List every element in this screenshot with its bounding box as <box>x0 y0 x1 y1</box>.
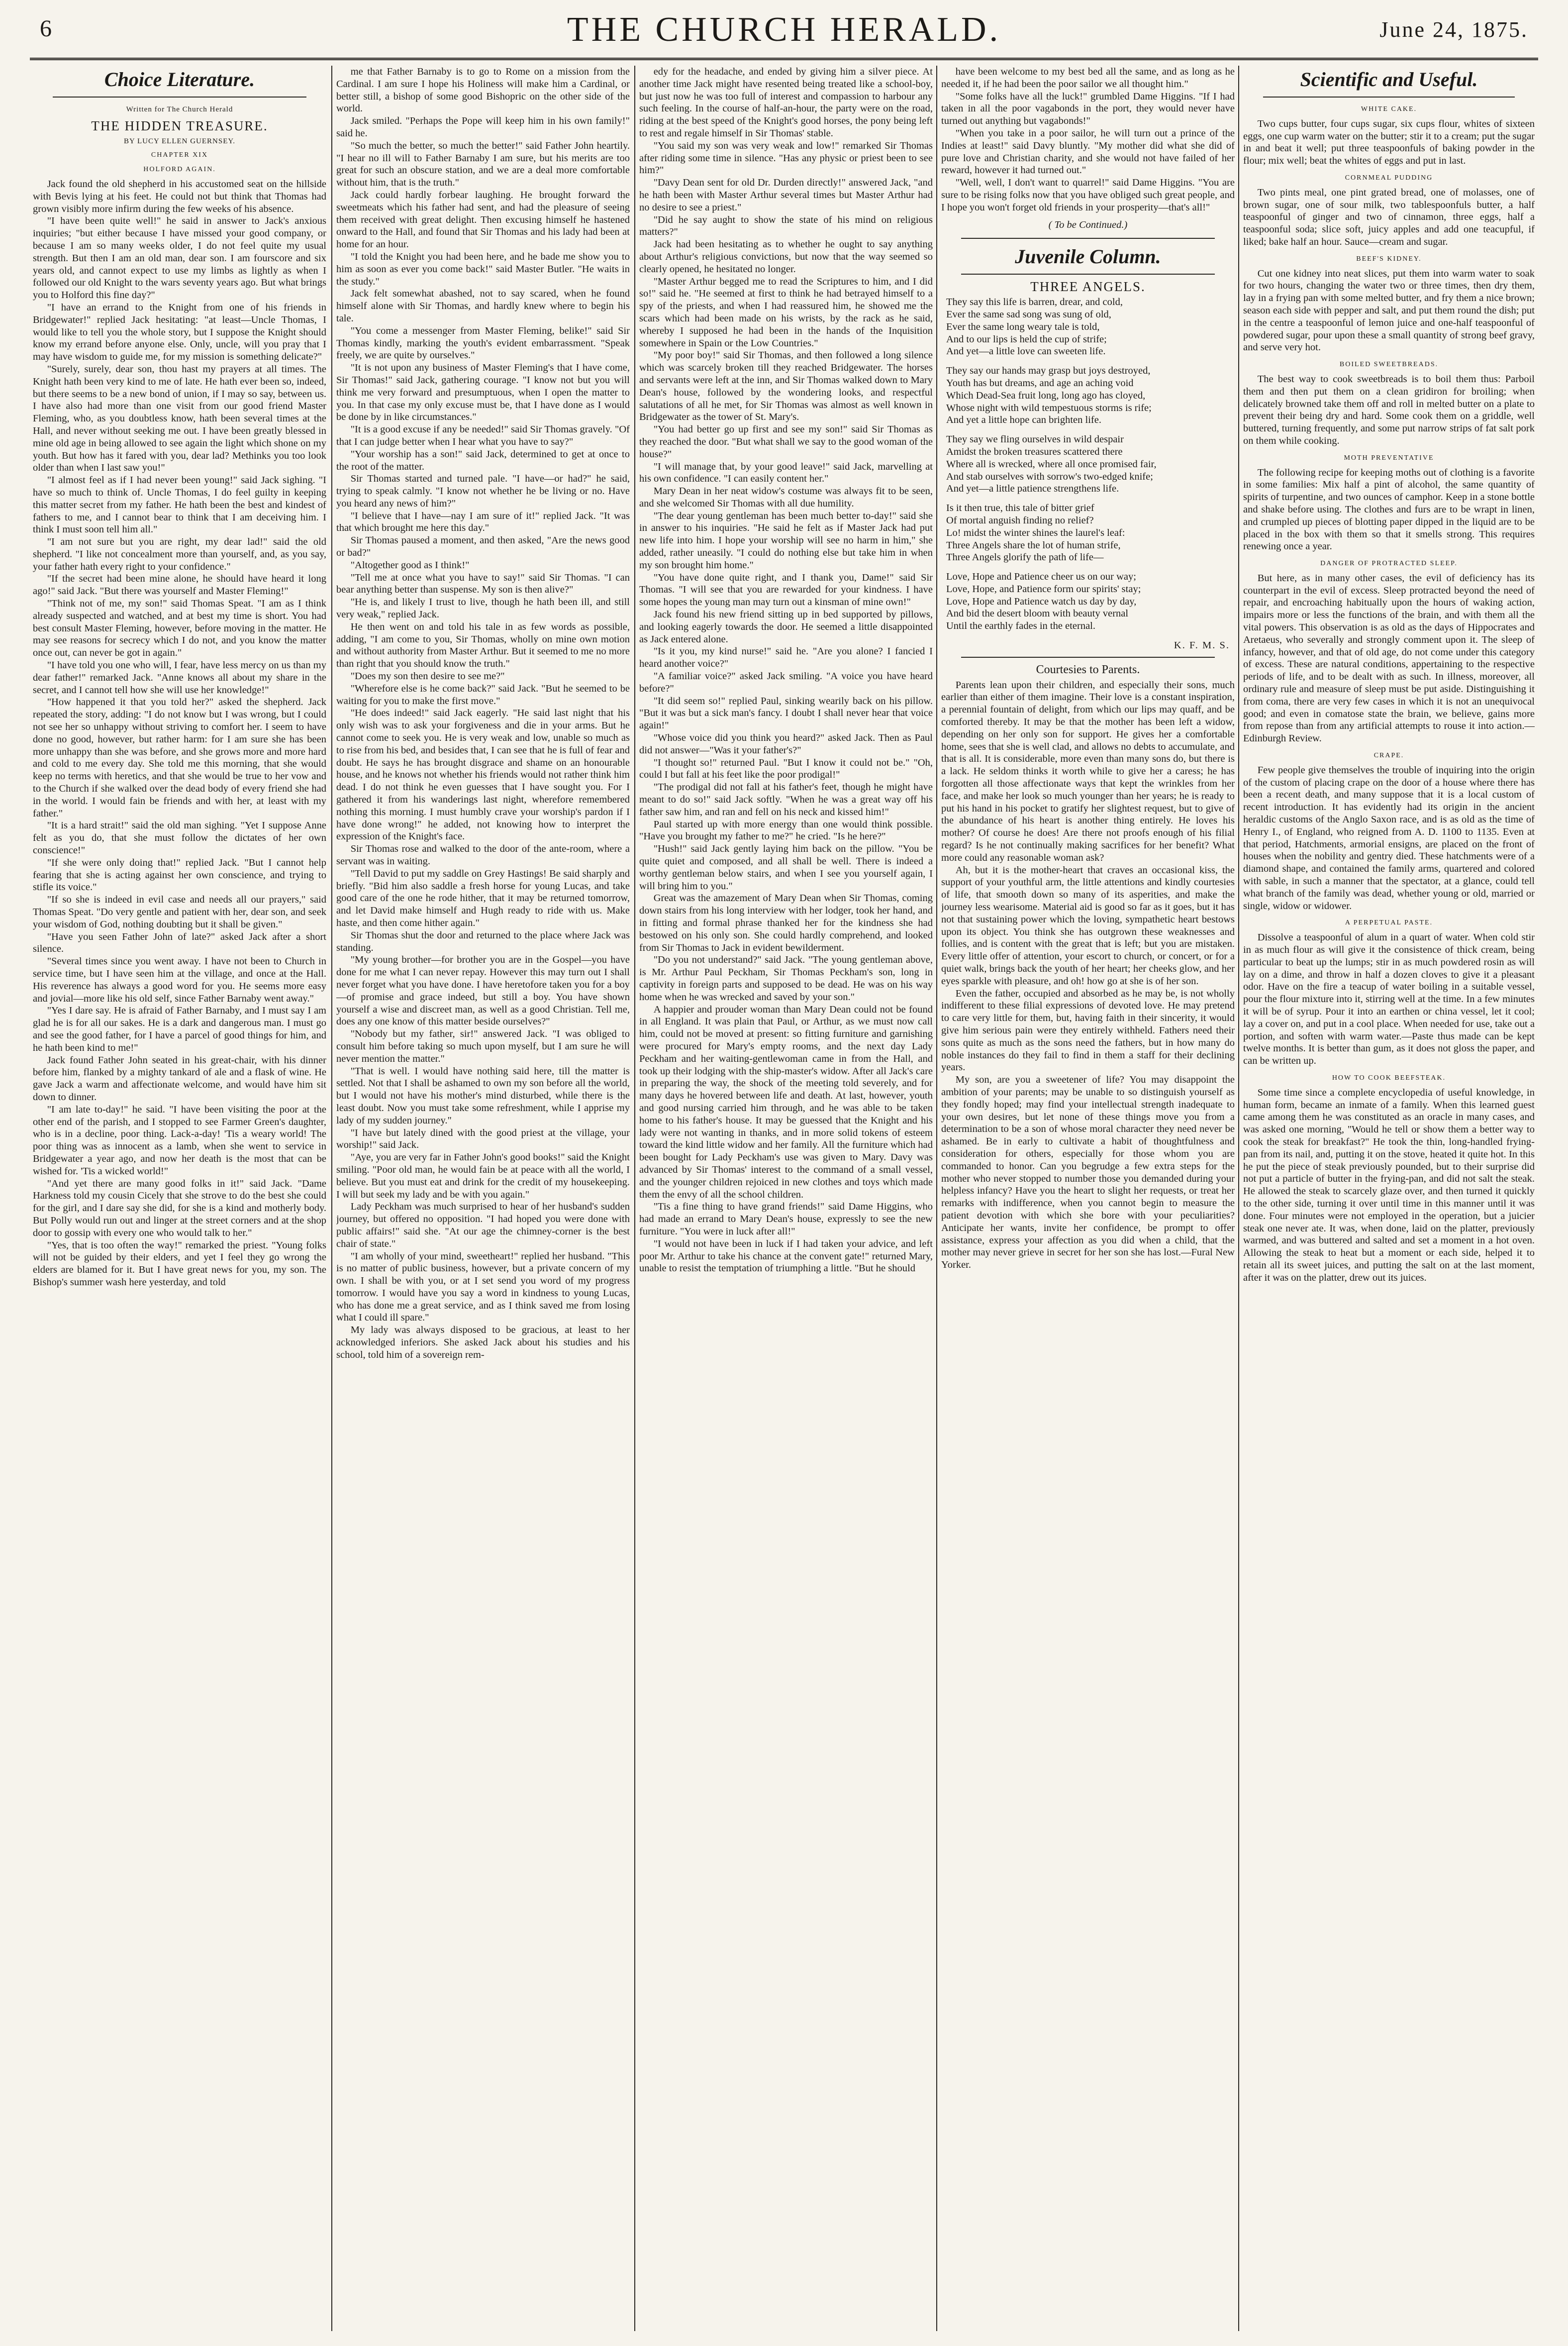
paragraph: Jack could hardly forbear laughing. He brought forward the sweetmeats which his father had sent, and had the pleasure of seeing them received with great delight. Then excusing himself he hastened onward to the Hall, and found that Sir Thomas and his lady had been at home for an hour. <box>336 189 630 250</box>
paragraph: "You said my son was very weak and low!" remarked Sir Thomas after riding some time in silence. "Has any physic or priest been to see him?" <box>639 140 933 176</box>
paragraph: "It is a good excuse if any be needed!" said Sir Thomas gravely. "Of that I can judge better when I hear what you have to say?" <box>336 424 630 447</box>
poem-line: Love, Hope and Patience watch us day by day, <box>946 596 1137 607</box>
poem-line: Where all is wrecked, where all once promised fair, <box>946 458 1157 470</box>
poem <box>946 296 1230 632</box>
byline: BY LUCY ELLEN GUERNSEY. <box>123 137 236 145</box>
poem-line: Youth has but dreams, and age an aching void <box>946 377 1134 389</box>
recipe-text: Cut one kidney into neat slices, put them into warm water to soak for two hours, changing the water two or three times, then dry them, lay in a frying pan with some melted butter, and fry them a nice brown; season each side with pepper and salt, and put them round the dish; put in the centre a teaspoonful of lemon juice and one-half teaspoonful of powdered sugar, pour upon these a small quantity of strong beef gravy, and serve very hot. <box>1243 268 1535 353</box>
poem-line: Ever the same long weary tale is told, <box>946 321 1100 332</box>
poem-line: Is it then true, this tale of bitter grief <box>946 503 1094 514</box>
paragraph: Parents lean upon their children, and especially their sons, much earlier than either of them imagine. Their love is a constant inspiration, a perennial fountain of delight, from which our lips may quaff, and be comforted thereby. It may be that the mother has been left a widow, depending on her only son for support. He gives her a comfortable home, sees that she is well clad, and allows no debts to accumulate, and that is all. It is considerable, more even than many sons do, but there is a lack. He seldom thinks it worth while to give her a caress; he has forgotten all those affectionate ways that kept the wrinkles from her face, and make her look so much younger than her years; he is ready to put his hand in his pocket to gratify her slightest request, but to give of the abundance of his heart is another thing entirely. He loves his mother? Of course he does! Are there not proofs enough of his filial regard? Is he not continually making sacrifices for her benefit? What more could any reasonable woman ask? <box>941 679 1235 863</box>
recipe-text: Few people give themselves the trouble of inquiring into the origin of the custom of placing crape on the door of a house where there has been a recent death, and many suppose that it is a local custom of recent introduction. It has evidently had its origin in the ancient heraldic customs of the Anglo Saxon race, and is as old as the time of Henry I., of England, who reigned from A. D. 1100 to 1135. Even at that period, Hatchments, armorial ensigns, are placed on the front of houses when the nobility and gentry died. These hatchments were of a diamond shape, and contained the family arms, quartered and colored with sable, in such a manner that the spectator, at a glance, could tell what branch of the family was dead, whether young or old, married or single, widow or widower. <box>1243 764 1535 912</box>
story-title: THE HIDDEN TREASURE. <box>91 118 268 133</box>
recipe-title: A PERPETUAL PASTE. <box>1345 919 1433 927</box>
paragraph: "The prodigal did not fall at his father's feet, though he might have meant to do so!" said Jack softly. "When he was a great way off his father saw him, and ran and fell on his neck and kissed him!" <box>639 782 933 817</box>
paragraph: Even the father, occupied and absorbed as he may be, is not wholly indifferent to these filial expressions of devoted love. He may pretend to care very little for them, but, having faith in their sincerity, it would give him serious pain were they entirely withheld. Fathers need their sons quite as much as the sons need the fathers, but in how many do noble instances do they fail to find in them a staff for their declining years. <box>941 988 1235 1073</box>
written-for-line: Written for The Church Herald <box>126 105 233 113</box>
paragraph: "Tell David to put my saddle on Grey Hastings! Be said sharply and briefly. "Bid him also saddle a fresh horse for young Lucas, and take good care of the one he rode hither, that it may be returned tomorrow, and let David make himself and Hugh ready to ride with us. Make haste, and then come hither again." <box>336 868 630 928</box>
recipe-text: But here, as in many other cases, the evil of deficiency has its counterpart in the evil of excess. Sleep protracted beyond the need of repair, and encroaching habitually upon the hours of waking action, impairs more or less the functions of the brain, and with them all the vital powers. This observation is as old as the days of Hippocrates and Aretaeus, who severally and strongly comment upon it. The sleep of infancy, however, and that of old age, do not come under this category of excess. These are natural conditions, appertaining to the respective periods of life, and to be dealt with as such. In illness, moreover, all ordinary rule and measure of sleep must be put aside. Distinguishing it from coma, there are very few cases in which it is not an unequivocal good; and even in comatose state the brain, we believe, gains more from repose than from any artificial attempts to rouse it into action.—Edinburgh Review. <box>1243 572 1535 744</box>
paragraph: "Yes I dare say. He is afraid of Father Barnaby, and I must say I am glad he is for all our sakes. He is a dark and dangerous man. I must go and see the good father, for I have a parcel of good things for him, and he hath been kind to me!" <box>33 1005 326 1053</box>
paragraph: "If she were only doing that!" replied Jack. "But I cannot help fearing that she is acting against her own conscience, and trying to stifle its voice." <box>33 857 326 893</box>
paragraph: "Nobody but my father, sir!" answered Jack. "I was obliged to consult him before taking so much upon myself, but I am sure he will never mention the matter." <box>336 1028 630 1064</box>
paragraph: My lady was always disposed to be gracious, at least to her acknowledged inferiors. She asked Jack about his studies and his school, told him of a sovereign rem- <box>336 1325 630 1360</box>
paragraph: Sir Thomas rose and walked to the door of the ante-room, where a servant was in waiting. <box>336 843 630 867</box>
article-title: Courtesies to Parents. <box>1036 663 1140 676</box>
paragraph: A happier and prouder woman than Mary Dean could not be found in all England. It was plain that Paul, or Arthur, as we must now call him, could not be moved at present: so fitting furniture and garnishing were procured for Mary's empty rooms, and the next day Lady Peckham and her waiting-gentlewoman came in from the Hall, and took up their lodging with the ship-master's widow. After all Jack's care in preparing the way, the shock of the meeting told severely, and for many days he hovered between life and death. At last, however, youth and good nursing carried him through, and he was able to be taken home to his father's house. It may be guessed that the Knight and his lady were not wanting in thanks, and in more solid tokens of esteem toward the kind little widow and her family. All the furniture which had been bought for Lady Peckham's use was given to Mary. Davy was advanced by Sir Thomas' interest to the command of a small vessel, and the younger children rejoiced in new clothes and toys which made them the envy of all the school children. <box>639 1004 933 1200</box>
paragraph: "If so she is indeed in evil case and needs all our prayers," said Thomas Speat. "Do very gentle and patient with her, dear son, and seek your wisdom of God, nothing doubting but it shall be given." <box>33 894 326 930</box>
paragraph: Paul started up with more energy than one would think possible. "Have you brought my father to me?" he cried. "Is he here?" <box>639 818 933 842</box>
poem-line: Three Angels share the lot of human strife, <box>946 539 1121 551</box>
paragraph: "I have been quite well!" he said in answer to Jack's anxious inquiries; "but either because I have missed your good company, or because I am so many weeks older, I do not feel quite my usual strength. But then I am an old man, dear son. I am fourscore and six years old, and cannot expect to use my limbs as lightly as when I followed our old Knight to the wars seventy years ago. But what brings you to Holford this fine day?" <box>33 215 326 301</box>
paragraph: "It is a hard strait!" said the old man sighing. "Yet I suppose Anne felt as you do, that she must follow the dictates of her own conscience!" <box>33 820 326 856</box>
recipe-title: HOW TO COOK BEEFSTEAK. <box>1332 1074 1446 1082</box>
paragraph: "I am late to-day!" he said. "I have been visiting the poor at the other end of the parish, and I stopped to see Farmer Green's daughter, who is in a decline, poor thing. Lack-a-day! 'Tis a weary world! The poor thing was as innocent as a lamb, when she went to service in Bridgewater a year ago, and now her death is the most that can be wished for. 'Tis a wicked world!" <box>33 1104 326 1177</box>
poem-line: Until the earthly fades in the eternal. <box>946 620 1095 632</box>
recipe-title: DANGER OF PROTRACTED SLEEP. <box>1320 560 1458 568</box>
recipe-text: Two pints meal, one pint grated bread, one of molasses, one of brown sugar, one of sour milk, two tablespoonfuls butter, a half teaspoonful of ginger and two of cinnamon, three eggs, half a teaspoonful soda; slice soft, juicy apples and add one teacupful, if liked; bake half an hour. Sauce—cream and sugar. <box>1243 187 1535 247</box>
paragraph: Lady Peckham was much surprised to hear of her husband's sudden journey, but offered no opposition. "I had hoped you were done with public affairs!" said she. "At our age the chimney-corner is the best chair of state." <box>336 1201 630 1249</box>
divider <box>961 238 1215 239</box>
recipe-title: CRAPE. <box>1373 752 1404 760</box>
issue-date: June 24, 1875. <box>1379 17 1528 42</box>
paragraph: Jack smiled. "Perhaps the Pope will keep him in his own family!" said he. <box>336 115 630 139</box>
section-heading: Choice Literature. <box>104 68 255 91</box>
paragraph: "So much the better, so much the better!" said Father John heartily. "I hear no ill will to Father Barnaby I am sure, but his merits are too great for such an obscure station, and we are a deal more comfortable without him, that is the truth." <box>336 140 630 189</box>
poem-stanza <box>946 365 1230 426</box>
paragraph: "It did seem so!" replied Paul, sinking wearily back on his pillow. "But it was but a sick man's fancy. I doubt I shall never hear that voice again!" <box>639 695 933 731</box>
poem-line: Ever the same sad song was sung of old, <box>946 308 1111 320</box>
chapter-title: HOLFORD AGAIN. <box>143 166 216 174</box>
poem-line: Amidst the broken treasures scattered there <box>946 446 1123 457</box>
poem-line: Lo! midst the winter shines the laurel's leaf: <box>946 527 1125 538</box>
to-be-continued: ( To be Continued.) <box>1048 219 1128 230</box>
paragraph: He then went on and told his tale in as few words as possible, adding, "I am come to you, Sir Thomas, wholly on mine own motion and without authority from Master Arthur. But it seemed to me no more than right that you should know the truth." <box>336 621 630 670</box>
poem-line: Love, Hope and Patience cheer us on our way; <box>946 571 1136 583</box>
recipe-text: Some time since a complete encyclopedia of useful knowledge, in human form, became an inmate of a family. When this learned guest came among them he was constituted as an oracle in many cases, and was asked one morning, "Would he tell or show them a better way to cook the steak for breakfast?" He took the thin, long-handled frying-pan from its nail, and, putting it on the stove, heated it quite hot. In this he put the piece of steak previously pounded, but to their surprise did not put a particle of butter in the frying-pan, and did not salt the steak. He allowed the steak to scarcely glaze over, and then turned it quickly to the other side, turning it over until time in this manner until it was done. Four minutes were not employed in the operation, but a juicier steak one never ate. It was, when done, laid on the platter, previously warmed, and was buttered and salted and set a moment in a hot oven. Allowing the steak to heat but a moment or each side, helped it to retain all its sweet juices, and putting the salt on at the last moment, after it was on the platter, drew out its juices. <box>1243 1087 1535 1283</box>
poem-line: Whose night with wild tempestuous storms is rife; <box>946 402 1152 413</box>
column-4 <box>941 66 1235 2336</box>
paragraph: "I have an errand to the Knight from one of his friends in Bridgewater!" replied Jack hesitating: "at least—Uncle Thomas, I would like to tell you the whole story, but I suppose the Knight should know my errand before anyone else. Only, uncle, will you pray that I may have wisdom to guide me, for my mission is something delicate?" <box>33 302 326 363</box>
paragraph: "Do you not understand?" said Jack. "The young gentleman above, is Mr. Arthur Paul Peckham, Sir Thomas Peckham's son, long in captivity in foreign parts and supposed to be dead. He was on his way home when he was wrecked and saved by your son." <box>639 954 933 1003</box>
paragraph: "Master Arthur begged me to read the Scriptures to him, and I did so!" said he. "He seemed at first to think he had betrayed himself to a spy of the priests, and when I had reassured him, he showed me the scars which had been made on his wrists, by the rack as he said, whereby I supposed he had been in the hands of the Inquisition somewhere in Spain or the Low Countries." <box>639 276 933 349</box>
paragraph: "Did he say aught to show the state of his mind on religious matters?" <box>639 214 933 238</box>
poem-line: And yet a little hope can brighten life. <box>946 414 1101 426</box>
paragraph: "Your worship has a son!" said Jack, determined to get at once to the root of the matter. <box>336 448 630 472</box>
column-rule <box>634 66 635 2331</box>
paragraph: Great was the amazement of Mary Dean when Sir Thomas, coming down stairs from his long interview with her lodger, took her hand, and in fitting and formal phrase thanked her for the kindness she had bestowed on his only son. She could hardly comprehend, and looked from Sir Thomas to Jack in evident bewilderment. <box>639 893 933 953</box>
paragraph: "My poor boy!" said Sir Thomas, and then followed a long silence which was scarcely broken till they reached Bridgewater. The horses and servants were left at the inn, and Sir Thomas walked down to Mary Dean's house, followed by the wondering looks, and respectful salutations of all he met, for Sir Thomas was almost as well known in Bridgewater as the tower of St. Mary's. <box>639 350 933 423</box>
poem-stanza <box>946 571 1230 632</box>
masthead <box>30 6 1538 60</box>
recipe-text: The best way to cook sweetbreads is to boil them thus: Parboil them and then put them on a clean gridiron for broiling; when delicately browned take them off and roll in melted butter on a plate to prevent their being dry and hard. Some cook them on a griddle, well buttered, turning frequently, and some put narrow strips of fat salt pork on them while cooking. <box>1243 373 1535 446</box>
poem-stanza <box>946 433 1230 495</box>
divider <box>961 657 1215 658</box>
column-2 <box>336 66 630 2336</box>
column-rule <box>331 66 332 2331</box>
recipe-title: WHITE CAKE. <box>1361 105 1417 113</box>
poem-line: They say this life is barren, drear, and cold, <box>946 297 1123 308</box>
section-heading: Scientific and Useful. <box>1300 68 1478 91</box>
column-5 <box>1243 66 1535 2336</box>
paragraph: "I told the Knight you had been here, and he bade me show you to him as soon as ever you come back!" said Master Butler. "He waits in the study." <box>336 251 630 287</box>
paragraph: "Surely, surely, dear son, thou hast my prayers at all times. The Knight hath been very kind to me of late. He hath ever been so, indeed, but there seems to be a new bond of union, if I may so say, between us. I have also had more than one visit from our good friend Master Fleming, who, as you doubtless know, hath been several times at the Hall, and never without seeking me out. I have been greatly blessed in mine old age in being allowed to see again the light which shone on my youth. But how has it fared with you, dear lad? Methinks you too look older than when I last saw you!" <box>33 363 326 474</box>
divider <box>1263 97 1515 98</box>
paragraph: "I am not sure but you are right, my dear lad!" said the old shepherd. "I like not concealment more than yourself, and, as you say, your father hath every right to your confidence." <box>33 536 326 572</box>
paragraph: Jack found the old shepherd in his accustomed seat on the hillside with Bevis lying at his feet. He could not but think that Thomas had grown visibly more infirm during the few weeks of his absence. <box>33 178 326 214</box>
column-rule <box>1238 66 1239 2331</box>
paragraph: "Tis a fine thing to have grand friends!" said Dame Higgins, who had made an errand to Mary Dean's house, expressly to see the new furniture. "You were in luck after all!" <box>639 1201 933 1237</box>
recipe-text: Two cups butter, four cups sugar, six cups flour, whites of sixteen eggs, one cup warm water on the butter; stir it to a cream; put the sugar in and beat it well; put three teaspoonfuls of baking powder in the flour; mix well; beat the whites of eggs and put in last. <box>1243 118 1535 167</box>
paragraph: Mary Dean in her neat widow's costume was always fit to be seen, and she welcomed Sir Thomas with all due humility. <box>639 486 933 509</box>
recipe-title: BOILED SWEETBREADS. <box>1339 361 1439 369</box>
poem-line: Which Dead-Sea fruit long, long ago has cloyed, <box>946 390 1146 401</box>
poem-title: THREE ANGELS. <box>1030 279 1146 295</box>
paragraph: "If the secret had been mine alone, he should have heard it long ago!" said Jack. "But there was yourself and Master Fleming!" <box>33 573 326 597</box>
paragraph: "I almost feel as if I had never been young!" said Jack sighing. "I have so much to think of. Uncle Thomas, I do feel guilty in keeping this matter secret from my father. He hath been the best and kindest of fathers to me, and I cannot bear to think that I am deceiving him. I think I must soon tell him all." <box>33 475 326 535</box>
paragraph: "Yes, that is too often the way!" remarked the priest. "Young folks will not be guided by their elders, and yet I feel they go wrong the elders are blamed for it. But I have great news for you, my son. The Bishop's summer wash here yesterday, and told <box>33 1239 326 1288</box>
paragraph: Sir Thomas paused a moment, and then asked, "Are the news good or bad?" <box>336 535 630 559</box>
paragraph: "And yet there are many good folks in it!" said Jack. "Dame Harkness told my cousin Cicely that she strove to do the best she could for the girl, and I dare say she did, for she is a kind and motherly body. But Polly would run out and linger at the street corners and at the shop door to gossip with every one who would talk to her." <box>33 1178 326 1238</box>
paragraph: "Aye, you are very far in Father John's good books!" said the Knight smiling. "Poor old man, he would fain be at peace with all the world, I believe. But you must eat and drink for the credit of my housekeeping. I will but seek my lady and be with you again." <box>336 1152 630 1200</box>
recipe-title: BEEF'S KIDNEY. <box>1356 255 1422 263</box>
poem-line: And yet—a little love can sweeten life. <box>946 346 1106 357</box>
paragraph: "How happened it that you told her?" asked the shepherd. Jack repeated the story, adding: "I do not know but I was wrong, but I could not see her so unhappy without striving to comfort her. I seem to have done no good, however, but rather harm: for I am sure she has been more unhappy than she was before, and she grows more and more hard and cold to me every day. She told me this morning, that she would keep no terms with heretics, and that she would be true to her vow and to the Church if she walked over the dead body of every friend she had in the world. I would fain be friends and with her, at least with my father." <box>33 697 326 819</box>
paragraph: "He does indeed!" said Jack eagerly. "He said last night that his only wish was to ask your forgiveness and die in your arms. But he cannot come to seek you. He is very weak and low, unable so much as to rise from his bed, and besides that, I can see that he is full of fear and doubt. He says he has brought disgrace and shame on an honourable house, and he knows not whether his friends would not rather think him dead. I do not think he even guesses that I have sought you. For I gathered it from his wanderings last night, wherefore remembered nothing this morning. I must humbly crave your worship's pardon if I have done wrong!" he added, not knowing how to interpret the expression of the Knight's face. <box>336 708 630 842</box>
paragraph: "I would not have been in luck if I had taken your advice, and left poor Mr. Arthur to take his chance at the convent gate!" returned Mary, unable to resist the temptation of triumphing a little. "But he should <box>639 1238 933 1274</box>
poem-line: Three Angels glorify the path of life— <box>946 552 1104 563</box>
divider <box>961 274 1215 275</box>
paragraph: "A familiar voice?" asked Jack smiling. "A voice you have heard before?" <box>639 671 933 694</box>
paragraph: Sir Thomas shut the door and returned to the place where Jack was standing. <box>336 929 630 953</box>
column-3 <box>639 66 933 2336</box>
section-heading: Juvenile Column. <box>1015 245 1161 268</box>
paragraph: "He is, and likely I trust to live, though he hath been ill, and still very weak," replied Jack. <box>336 597 630 620</box>
poem-line: Of mortal anguish finding no relief? <box>946 514 1094 526</box>
paragraph: "Is it you, my kind nurse!" said he. "Are you alone? I fancied I heard another voice?" <box>639 646 933 670</box>
poem-line: And yet—a little patience strengthens life. <box>946 483 1119 495</box>
paragraph: "I thought so!" returned Paul. "But I know it could not be." "Oh, could I but fall at his feet like the poor prodigal!" <box>639 757 933 781</box>
paragraph: "Altogether good as I think!" <box>350 559 470 571</box>
poem-line: And to our lips is held the cup of strife; <box>946 333 1107 345</box>
poem-line: And bid the desert bloom with beauty vernal <box>946 608 1129 619</box>
paragraph: Jack found his new friend sitting up in bed supported by pillows, and looking eagerly towards the door. He seemed a little disappointed as Jack entered alone. <box>639 609 933 645</box>
poem-line: They say we fling ourselves in wild despair <box>946 434 1124 445</box>
poem-line: And stab ourselves with sorrow's two-edged knife; <box>946 471 1153 482</box>
recipe-title: MOTH PREVENTATIVE <box>1344 454 1434 462</box>
chapter-number: CHAPTER XIX <box>151 151 208 159</box>
paragraph: "Think not of me, my son!" said Thomas Speat. "I am as I think already suspected and watched, and at best my time is short. You had best consult Master Fleming, however, before moving in the matter. He may see reasons for secrecy which I do not, and you know the matter once out, can never be got in again." <box>33 598 326 659</box>
paragraph: "My young brother—for brother you are in the Gospel—you have done for me what I can never repay. However this may turn out I shall never forget what you have done. I have heretofore taken you for a boy—of promise and grace indeed, but still a boy. You have shown yourself a wise and discreet man, as well as a good Christian. Tell me, does any one know of this matter beside ourselves?" <box>336 954 630 1027</box>
column-rule <box>936 66 937 2331</box>
paragraph: "Does my son then desire to see me?" <box>350 671 505 682</box>
column-1 <box>33 66 326 2336</box>
poem-signature: K. F. M. S. <box>1174 640 1230 651</box>
paragraph: "Hush!" said Jack gently laying him back on the pillow. "You be quite quiet and composed, and all shall be well. There is indeed a worthy gentleman below stairs, and when I see you yourself again, I will bring him to you." <box>639 843 933 892</box>
paragraph: "Davy Dean sent for old Dr. Durden directly!" answered Jack, "and he hath been with Master Arthur several times but Master Arthur had no desire to see a priest." <box>639 177 933 213</box>
poem-line: Love, Hope, and Patience form our spirits' stay; <box>946 583 1141 595</box>
paragraph: "Some folks have all the luck!" grumbled Dame Higgins. "If I had taken in all the poor vagabonds in the port, they would never have turned out anything but vagabonds!" <box>941 91 1235 127</box>
divider <box>53 97 306 98</box>
paragraph: Ah, but it is the mother-heart that craves an occasional kiss, the support of your youthful arm, the little attentions and kindly courtesies of life, that smooth down so many of its asperities, and make the journey less wearisome. Material aid is good so far as it goes, but it has not that sustaining power which the loving, sympathetic heart bestows upon its object. You think she has outgrown these weaknesses and follies, and is content with the great that is left; but you are mistaken. Every little offer of attention, your escort to church, or concert, or for a quiet walk, brings back the youth of her heart; her cheeks glow, and her eyes sparkle with pleasure, and oh! how go at she is of her son. <box>941 864 1235 987</box>
paragraph: "That is well. I would have nothing said here, till the matter is settled. Not that I shall be ashamed to own my son before all the world, but I would not have his mother's mind disturbed, while there is the least doubt. Now you must take some refreshment, while I apprise my lady of my sudden journey." <box>336 1065 630 1126</box>
paragraph: "Wherefore else is he come back?" said Jack. "But he seemed to be waiting for you to make the first move." <box>336 683 630 707</box>
paragraph: "I will manage that, by your good leave!" said Jack, marvelling at his own confidence. "I can easily content her." <box>639 461 933 485</box>
paragraph: "Several times since you went away. I have not been to Church in service time, but I have seen him at the village, and once at the Hall. His reverence has always a good word for you. He seems more easy and jovial—more like his old self, since Father Barnaby went away." <box>33 956 326 1004</box>
paragraph: me that Father Barnaby is to go to Rome on a mission from the Cardinal. I am sure I hope his Holiness will make him a Cardinal, or better still, a bishop of some good Bishopric on the other side of the world. <box>336 66 630 114</box>
poem-stanza <box>946 502 1230 564</box>
recipe-title: CORNMEAL PUDDING <box>1345 174 1433 182</box>
paragraph: "You had better go up first and see my son!" said Sir Thomas as they reached the door. "But what shall we say to the good woman of the house?" <box>639 424 933 460</box>
paragraph: have been welcome to my best bed all the same, and as long as he needed it, if he had been the poor sailor we all thought him." <box>941 66 1235 90</box>
paragraph: "I am wholly of your mind, sweetheart!" replied her husband. "This is no matter of public business, however, but a private concern of my own. I shall be with you, or at I set send you word of my progress tomorrow. I would have you say a word in kindness to young Lucas, who has done me a great service, and as I think saved me from losing what I could ill spare." <box>336 1250 630 1324</box>
paragraph: "When you take in a poor sailor, he will turn out a prince of the Indies at least!" said Davy bluntly. "My mother did what she did of pure love and Christian charity, and she would not have failed of her reward, however it had turned out." <box>941 127 1235 176</box>
paragraph: Sir Thomas started and turned pale. "I have—or had?" he said, trying to speak calmly. "I know not whether he be living or no. Have you heard any news of him?" <box>336 473 630 509</box>
paragraph: "The dear young gentleman has been much better to-day!" said she in answer to his inquiries. "He said he felt as if Master Jack had put new life into him. I hope your worship will see no harm in him," she added, rather uneasily. "I could do nothing else but take him in when my son brought him home." <box>639 510 933 571</box>
poem-line: They say our hands may grasp but joys destroyed, <box>946 365 1151 377</box>
paragraph: My son, are you a sweetener of life? You may disappoint the ambition of your parents; may be unable to so distinguish yourself as they fondly hoped; may find your intellectual strength inadequate to your own desires, but let none of these things move you from a determination to be a son of whose moral character they need never be ashamed. Be in early to cultivate a habit of thoughtfulness and consideration for others, especially for those whom you are commanded to honor. Can you begrudge a few extra steps for the mother who never stopped to number those you demanded during your helpless infancy? Have you the heart to slight her requests, or treat her remarks with indifference, when you cannot begin to measure the patient devotion with which she bore with your peculiarities? Anticipate her wants, invite her confidence, be prompt to offer assistance, express your affection as you did when a child, that the mother may never grieve in secret for her son she has lost.—Fural New Yorker. <box>941 1074 1235 1271</box>
paragraph: Jack felt somewhat abashed, not to say scared, when he found himself alone with Sir Thomas, and hardly knew where to begin his tale. <box>336 288 630 324</box>
paragraph: "I believe that I have—nay I am sure of it!" replied Jack. "It was that which brought me here this day." <box>336 510 630 534</box>
newspaper-title: THE CHURCH HERALD. <box>567 10 1001 49</box>
paragraph: edy for the headache, and ended by giving him a silver piece. At another time Jack might have resented being treated like a school-boy, but just now he was too full of interest and compassion to harbour any such feeling. In the course of half-an-hour, the party were on the road, riding at the best speed of the Knight's good horses, the pony being left to rest and regale himself in Sir Thomas' stable. <box>639 66 933 139</box>
recipe-text: Dissolve a teaspoonful of alum in a quart of water. When cold stir in as much flour as will give it the consistence of thick cream, being particular to beat up the lumps; stir in as much powdered rosin as will lay on a dime, and throw in half a dozen cloves to give it a pleasant odor. Have on the fire a teacup of water boiling in a suitable vessel, pour the flour mixture into it, stirring well at the time. In a few minutes it will be of syrup. Pour it into an earthen or china vessel, let it cool; lay a cover on, and put in a cool place. When needed for use, take out a portion, and soften with warm water.—Paste thus made can be kept twelve months. It is better than gum, as it does not gloss the paper, and can be written up. <box>1243 932 1535 1067</box>
paragraph: "Have you seen Father John of late?" asked Jack after a short silence. <box>33 931 326 955</box>
page-number: 6 <box>40 15 52 42</box>
paragraph: "It is not upon any business of Master Fleming's that I have come, Sir Thomas!" said Jack, gathering courage. "I know not but you will think me very forward and presumptuous, when I open the matter to you. In that case my only excuse must be, that I have done as I would be done by in like circumstances." <box>336 362 630 423</box>
story-body <box>33 178 326 1289</box>
paragraph: "You come a messenger from Master Fleming, belike!" said Sir Thomas kindly, marking the youth's evident embarrassment. "Speak freely, we are quite by ourselves." <box>336 325 630 361</box>
paragraph: "You have done quite right, and I thank you, Dame!" said Sir Thomas. "I will see that you are rewarded for your kindness. I have some hopes the young man may turn out a kinsman of mine own!" <box>639 572 933 608</box>
paragraph: Jack had been hesitating as to whether he ought to say anything about Arthur's religious convictions, but now that the way seemed so clearly opened, he hesitated no longer. <box>639 239 933 275</box>
recipe-text: The following recipe for keeping moths out of clothing is a favorite in some families: Mix half a pint of alcohol, the same quantity of spirits of turpentine, and two ounces of camphor. Keep in a stone bottle and shake before using. The clothes and furs are to be wrapt in linen, and crumpled up pieces of blotting paper dipped in the liquid are to be placed in the box with them so that it smells strong. This requires renewing once a year. <box>1243 467 1535 552</box>
paragraph: "Whose voice did you think you heard?" asked Jack. Then as Paul did not answer—"Was it your father's?" <box>639 732 933 756</box>
paragraph: "I have but lately dined with the good priest at the village, your worship!" said Jack. <box>336 1127 630 1151</box>
paragraph: Jack found Father John seated in his great-chair, with his dinner before him, flanked by a mighty tankard of ale and a flask of wine. He gave Jack a warm and affectionate welcome, and would have him sit down to dinner. <box>33 1054 326 1103</box>
paragraph: "Well, well, I don't want to quarrel!" said Dame Higgins. "You are sure to be rising folks now that you have obliged such great people, and I hope you won't forget old friends in your prosperity—that's all!" <box>941 177 1235 213</box>
paragraph: "Tell me at once what you have to say!" said Sir Thomas. "I can bear anything better than suspense. My son is then alive?" <box>336 572 630 596</box>
paragraph: "I have told you one who will, I fear, have less mercy on us than my dear father!" remarked Jack. "Anne knows all about my share in the secret, and I cannot tell how she will use her knowledge!" <box>33 660 326 696</box>
poem-stanza <box>946 296 1230 358</box>
